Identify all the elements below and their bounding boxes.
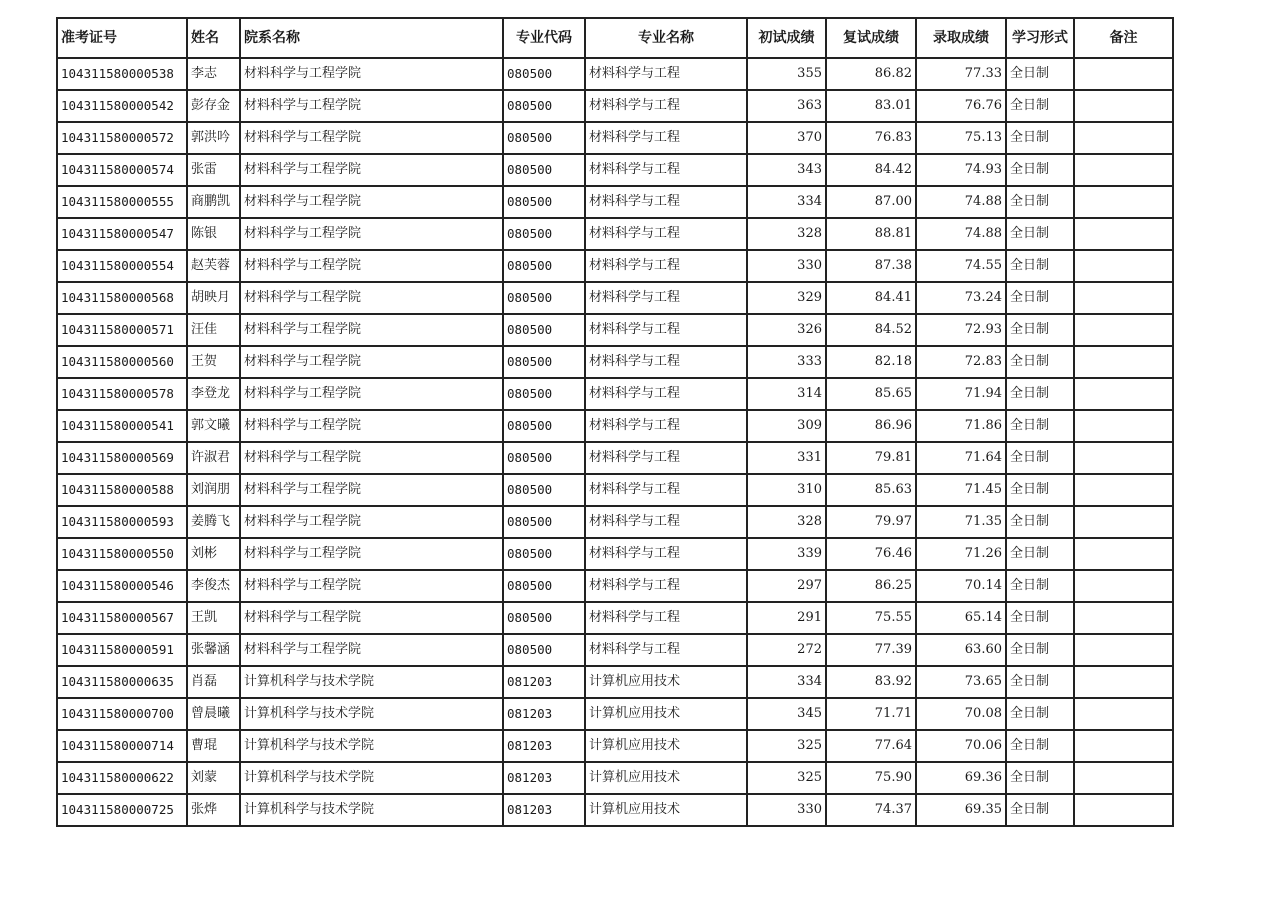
cell-exam-id: 104311580000571 (57, 314, 187, 346)
cell-retest-score: 76.83 (826, 122, 916, 154)
cell-note (1074, 186, 1173, 218)
cell-admit-score: 65.14 (916, 602, 1006, 634)
cell-admit-score: 72.83 (916, 346, 1006, 378)
table-row (57, 762, 1173, 794)
cell-exam-id: 104311580000546 (57, 570, 187, 602)
cell-exam-id: 104311580000593 (57, 506, 187, 538)
cell-admit-score: 74.88 (916, 218, 1006, 250)
cell-department: 材料科学与工程学院 (240, 314, 503, 346)
admission-score-table (56, 17, 1174, 827)
cell-major-code: 081203 (503, 698, 585, 730)
cell-prelim-score: 330 (747, 794, 826, 826)
cell-major-name: 材料科学与工程 (585, 58, 747, 90)
cell-prelim-score: 370 (747, 122, 826, 154)
cell-major-name: 材料科学与工程 (585, 90, 747, 122)
cell-major-name: 计算机应用技术 (585, 698, 747, 730)
cell-prelim-score: 272 (747, 634, 826, 666)
cell-major-code: 081203 (503, 794, 585, 826)
cell-department: 材料科学与工程学院 (240, 250, 503, 282)
cell-note (1074, 90, 1173, 122)
cell-major-code: 080500 (503, 442, 585, 474)
cell-major-code: 080500 (503, 58, 585, 90)
cell-major-name: 计算机应用技术 (585, 730, 747, 762)
cell-name: 赵芙蓉 (187, 250, 240, 282)
cell-exam-id: 104311580000541 (57, 410, 187, 442)
cell-study-mode: 全日制 (1006, 602, 1074, 634)
header-name: 姓名 (187, 18, 240, 58)
cell-note (1074, 730, 1173, 762)
table-row (57, 250, 1173, 282)
cell-prelim-score: 328 (747, 218, 826, 250)
header-department: 院系名称 (240, 18, 503, 58)
table-row (57, 474, 1173, 506)
cell-exam-id: 104311580000578 (57, 378, 187, 410)
cell-note (1074, 442, 1173, 474)
cell-note (1074, 634, 1173, 666)
cell-admit-score: 63.60 (916, 634, 1006, 666)
cell-retest-score: 85.63 (826, 474, 916, 506)
cell-department: 材料科学与工程学院 (240, 506, 503, 538)
cell-major-name: 材料科学与工程 (585, 282, 747, 314)
cell-exam-id: 104311580000714 (57, 730, 187, 762)
cell-exam-id: 104311580000572 (57, 122, 187, 154)
cell-prelim-score: 309 (747, 410, 826, 442)
cell-study-mode: 全日制 (1006, 506, 1074, 538)
cell-prelim-score: 343 (747, 154, 826, 186)
cell-department: 材料科学与工程学院 (240, 442, 503, 474)
cell-note (1074, 666, 1173, 698)
header-row (57, 18, 1173, 58)
cell-exam-id: 104311580000560 (57, 346, 187, 378)
table-row (57, 90, 1173, 122)
table-row (57, 218, 1173, 250)
table-row (57, 378, 1173, 410)
cell-major-code: 081203 (503, 730, 585, 762)
cell-admit-score: 70.06 (916, 730, 1006, 762)
cell-prelim-score: 329 (747, 282, 826, 314)
cell-retest-score: 87.00 (826, 186, 916, 218)
cell-department: 材料科学与工程学院 (240, 90, 503, 122)
cell-prelim-score: 333 (747, 346, 826, 378)
cell-admit-score: 69.35 (916, 794, 1006, 826)
cell-name: 姜腾飞 (187, 506, 240, 538)
cell-major-code: 080500 (503, 218, 585, 250)
cell-note (1074, 794, 1173, 826)
table-row (57, 410, 1173, 442)
cell-name: 刘蒙 (187, 762, 240, 794)
cell-exam-id: 104311580000700 (57, 698, 187, 730)
cell-note (1074, 314, 1173, 346)
cell-major-name: 材料科学与工程 (585, 538, 747, 570)
cell-retest-score: 75.90 (826, 762, 916, 794)
cell-prelim-score: 339 (747, 538, 826, 570)
cell-admit-score: 71.86 (916, 410, 1006, 442)
cell-major-name: 材料科学与工程 (585, 602, 747, 634)
table-row (57, 122, 1173, 154)
cell-note (1074, 474, 1173, 506)
cell-major-code: 080500 (503, 122, 585, 154)
cell-retest-score: 82.18 (826, 346, 916, 378)
cell-study-mode: 全日制 (1006, 346, 1074, 378)
table-row (57, 666, 1173, 698)
cell-major-name: 材料科学与工程 (585, 314, 747, 346)
cell-name: 许淑君 (187, 442, 240, 474)
cell-admit-score: 72.93 (916, 314, 1006, 346)
cell-admit-score: 73.65 (916, 666, 1006, 698)
cell-major-code: 080500 (503, 602, 585, 634)
cell-exam-id: 104311580000569 (57, 442, 187, 474)
cell-major-name: 计算机应用技术 (585, 666, 747, 698)
cell-prelim-score: 325 (747, 730, 826, 762)
cell-study-mode: 全日制 (1006, 794, 1074, 826)
cell-major-code: 080500 (503, 154, 585, 186)
cell-exam-id: 104311580000588 (57, 474, 187, 506)
cell-major-name: 材料科学与工程 (585, 410, 747, 442)
table-row (57, 314, 1173, 346)
cell-name: 刘润朋 (187, 474, 240, 506)
cell-study-mode: 全日制 (1006, 410, 1074, 442)
cell-prelim-score: 326 (747, 314, 826, 346)
cell-prelim-score: 345 (747, 698, 826, 730)
cell-major-name: 材料科学与工程 (585, 634, 747, 666)
cell-admit-score: 71.26 (916, 538, 1006, 570)
cell-prelim-score: 334 (747, 666, 826, 698)
cell-study-mode: 全日制 (1006, 218, 1074, 250)
cell-admit-score: 77.33 (916, 58, 1006, 90)
cell-note (1074, 346, 1173, 378)
cell-name: 李登龙 (187, 378, 240, 410)
cell-admit-score: 71.35 (916, 506, 1006, 538)
cell-study-mode: 全日制 (1006, 474, 1074, 506)
cell-department: 计算机科学与技术学院 (240, 666, 503, 698)
cell-major-name: 材料科学与工程 (585, 122, 747, 154)
cell-name: 王凯 (187, 602, 240, 634)
cell-study-mode: 全日制 (1006, 666, 1074, 698)
cell-admit-score: 76.76 (916, 90, 1006, 122)
cell-major-code: 080500 (503, 186, 585, 218)
cell-major-code: 080500 (503, 634, 585, 666)
cell-department: 计算机科学与技术学院 (240, 698, 503, 730)
cell-major-name: 材料科学与工程 (585, 570, 747, 602)
cell-study-mode: 全日制 (1006, 378, 1074, 410)
cell-admit-score: 74.88 (916, 186, 1006, 218)
cell-study-mode: 全日制 (1006, 58, 1074, 90)
header-study-mode: 学习形式 (1006, 18, 1074, 58)
cell-major-code: 080500 (503, 314, 585, 346)
cell-exam-id: 104311580000542 (57, 90, 187, 122)
cell-major-code: 081203 (503, 666, 585, 698)
cell-exam-id: 104311580000622 (57, 762, 187, 794)
cell-retest-score: 75.55 (826, 602, 916, 634)
cell-study-mode: 全日制 (1006, 634, 1074, 666)
cell-major-code: 081203 (503, 762, 585, 794)
cell-major-name: 材料科学与工程 (585, 154, 747, 186)
cell-note (1074, 602, 1173, 634)
table-row (57, 698, 1173, 730)
cell-retest-score: 86.96 (826, 410, 916, 442)
cell-note (1074, 154, 1173, 186)
cell-retest-score: 71.71 (826, 698, 916, 730)
cell-department: 材料科学与工程学院 (240, 378, 503, 410)
cell-exam-id: 104311580000554 (57, 250, 187, 282)
table-row (57, 506, 1173, 538)
cell-study-mode: 全日制 (1006, 570, 1074, 602)
cell-name: 郭洪吟 (187, 122, 240, 154)
cell-major-name: 材料科学与工程 (585, 506, 747, 538)
cell-department: 材料科学与工程学院 (240, 410, 503, 442)
cell-prelim-score: 291 (747, 602, 826, 634)
cell-department: 材料科学与工程学院 (240, 474, 503, 506)
cell-major-code: 080500 (503, 282, 585, 314)
cell-study-mode: 全日制 (1006, 730, 1074, 762)
cell-note (1074, 410, 1173, 442)
cell-exam-id: 104311580000538 (57, 58, 187, 90)
cell-note (1074, 570, 1173, 602)
cell-note (1074, 282, 1173, 314)
table-row (57, 794, 1173, 826)
cell-study-mode: 全日制 (1006, 762, 1074, 794)
cell-prelim-score: 355 (747, 58, 826, 90)
cell-department: 计算机科学与技术学院 (240, 794, 503, 826)
cell-name: 胡映月 (187, 282, 240, 314)
cell-major-name: 材料科学与工程 (585, 474, 747, 506)
cell-retest-score: 83.92 (826, 666, 916, 698)
header-major-code: 专业代码 (503, 18, 585, 58)
header-retest-score: 复试成绩 (826, 18, 916, 58)
cell-retest-score: 79.97 (826, 506, 916, 538)
cell-name: 李俊杰 (187, 570, 240, 602)
cell-prelim-score: 297 (747, 570, 826, 602)
cell-major-name: 材料科学与工程 (585, 442, 747, 474)
cell-admit-score: 70.14 (916, 570, 1006, 602)
cell-admit-score: 71.94 (916, 378, 1006, 410)
cell-prelim-score: 314 (747, 378, 826, 410)
cell-major-code: 080500 (503, 570, 585, 602)
cell-major-name: 材料科学与工程 (585, 378, 747, 410)
header-exam-id: 准考证号 (57, 18, 187, 58)
table-row (57, 186, 1173, 218)
table-row (57, 282, 1173, 314)
cell-name: 彭存金 (187, 90, 240, 122)
cell-retest-score: 83.01 (826, 90, 916, 122)
cell-study-mode: 全日制 (1006, 698, 1074, 730)
cell-prelim-score: 330 (747, 250, 826, 282)
cell-retest-score: 76.46 (826, 538, 916, 570)
cell-prelim-score: 331 (747, 442, 826, 474)
cell-exam-id: 104311580000550 (57, 538, 187, 570)
cell-admit-score: 70.08 (916, 698, 1006, 730)
cell-major-code: 080500 (503, 250, 585, 282)
cell-major-code: 080500 (503, 410, 585, 442)
cell-department: 材料科学与工程学院 (240, 282, 503, 314)
cell-retest-score: 86.82 (826, 58, 916, 90)
cell-name: 汪佳 (187, 314, 240, 346)
cell-department: 材料科学与工程学院 (240, 58, 503, 90)
cell-name: 商鹏凯 (187, 186, 240, 218)
cell-retest-score: 77.64 (826, 730, 916, 762)
header-prelim-score: 初试成绩 (747, 18, 826, 58)
cell-retest-score: 77.39 (826, 634, 916, 666)
cell-major-code: 080500 (503, 506, 585, 538)
cell-major-name: 材料科学与工程 (585, 186, 747, 218)
cell-department: 材料科学与工程学院 (240, 346, 503, 378)
cell-retest-score: 79.81 (826, 442, 916, 474)
cell-department: 材料科学与工程学院 (240, 634, 503, 666)
cell-name: 张烨 (187, 794, 240, 826)
table-row (57, 346, 1173, 378)
cell-study-mode: 全日制 (1006, 154, 1074, 186)
cell-name: 张雷 (187, 154, 240, 186)
cell-major-name: 计算机应用技术 (585, 762, 747, 794)
cell-admit-score: 69.36 (916, 762, 1006, 794)
cell-name: 肖磊 (187, 666, 240, 698)
cell-retest-score: 88.81 (826, 218, 916, 250)
table-row (57, 634, 1173, 666)
cell-retest-score: 86.25 (826, 570, 916, 602)
cell-study-mode: 全日制 (1006, 250, 1074, 282)
cell-major-code: 080500 (503, 538, 585, 570)
cell-admit-score: 74.93 (916, 154, 1006, 186)
cell-study-mode: 全日制 (1006, 186, 1074, 218)
table-body (57, 58, 1173, 826)
table-row (57, 570, 1173, 602)
cell-note (1074, 122, 1173, 154)
cell-note (1074, 218, 1173, 250)
cell-retest-score: 87.38 (826, 250, 916, 282)
cell-admit-score: 71.64 (916, 442, 1006, 474)
cell-retest-score: 84.52 (826, 314, 916, 346)
cell-major-name: 材料科学与工程 (585, 250, 747, 282)
cell-department: 材料科学与工程学院 (240, 602, 503, 634)
header-major-name: 专业名称 (585, 18, 747, 58)
cell-note (1074, 58, 1173, 90)
cell-note (1074, 538, 1173, 570)
cell-department: 材料科学与工程学院 (240, 186, 503, 218)
cell-name: 李志 (187, 58, 240, 90)
cell-note (1074, 378, 1173, 410)
cell-exam-id: 104311580000574 (57, 154, 187, 186)
cell-major-code: 080500 (503, 90, 585, 122)
cell-exam-id: 104311580000591 (57, 634, 187, 666)
cell-prelim-score: 328 (747, 506, 826, 538)
cell-retest-score: 74.37 (826, 794, 916, 826)
cell-note (1074, 762, 1173, 794)
cell-note (1074, 506, 1173, 538)
table-row (57, 442, 1173, 474)
cell-study-mode: 全日制 (1006, 122, 1074, 154)
cell-exam-id: 104311580000567 (57, 602, 187, 634)
cell-retest-score: 85.65 (826, 378, 916, 410)
cell-exam-id: 104311580000635 (57, 666, 187, 698)
cell-department: 材料科学与工程学院 (240, 570, 503, 602)
cell-name: 郭文曦 (187, 410, 240, 442)
cell-major-name: 材料科学与工程 (585, 218, 747, 250)
header-note: 备注 (1074, 18, 1173, 58)
header-admit-score: 录取成绩 (916, 18, 1006, 58)
cell-retest-score: 84.41 (826, 282, 916, 314)
cell-department: 计算机科学与技术学院 (240, 762, 503, 794)
cell-name: 曹琨 (187, 730, 240, 762)
cell-name: 曾晨曦 (187, 698, 240, 730)
table-row (57, 154, 1173, 186)
cell-study-mode: 全日制 (1006, 538, 1074, 570)
cell-study-mode: 全日制 (1006, 90, 1074, 122)
table-row (57, 538, 1173, 570)
cell-name: 陈银 (187, 218, 240, 250)
cell-admit-score: 75.13 (916, 122, 1006, 154)
cell-prelim-score: 325 (747, 762, 826, 794)
cell-prelim-score: 310 (747, 474, 826, 506)
cell-major-code: 080500 (503, 378, 585, 410)
cell-name: 刘彬 (187, 538, 240, 570)
cell-prelim-score: 334 (747, 186, 826, 218)
cell-name: 张馨涵 (187, 634, 240, 666)
cell-note (1074, 698, 1173, 730)
cell-department: 材料科学与工程学院 (240, 218, 503, 250)
cell-admit-score: 71.45 (916, 474, 1006, 506)
cell-study-mode: 全日制 (1006, 282, 1074, 314)
cell-note (1074, 250, 1173, 282)
cell-exam-id: 104311580000568 (57, 282, 187, 314)
cell-department: 计算机科学与技术学院 (240, 730, 503, 762)
cell-name: 王贺 (187, 346, 240, 378)
cell-study-mode: 全日制 (1006, 442, 1074, 474)
table-row (57, 602, 1173, 634)
cell-exam-id: 104311580000725 (57, 794, 187, 826)
table-row (57, 730, 1173, 762)
cell-exam-id: 104311580000547 (57, 218, 187, 250)
cell-study-mode: 全日制 (1006, 314, 1074, 346)
cell-major-code: 080500 (503, 346, 585, 378)
table-row (57, 58, 1173, 90)
cell-major-code: 080500 (503, 474, 585, 506)
cell-exam-id: 104311580000555 (57, 186, 187, 218)
cell-department: 材料科学与工程学院 (240, 122, 503, 154)
cell-major-name: 计算机应用技术 (585, 794, 747, 826)
cell-major-name: 材料科学与工程 (585, 346, 747, 378)
cell-admit-score: 73.24 (916, 282, 1006, 314)
cell-admit-score: 74.55 (916, 250, 1006, 282)
cell-department: 材料科学与工程学院 (240, 538, 503, 570)
cell-department: 材料科学与工程学院 (240, 154, 503, 186)
cell-prelim-score: 363 (747, 90, 826, 122)
cell-retest-score: 84.42 (826, 154, 916, 186)
